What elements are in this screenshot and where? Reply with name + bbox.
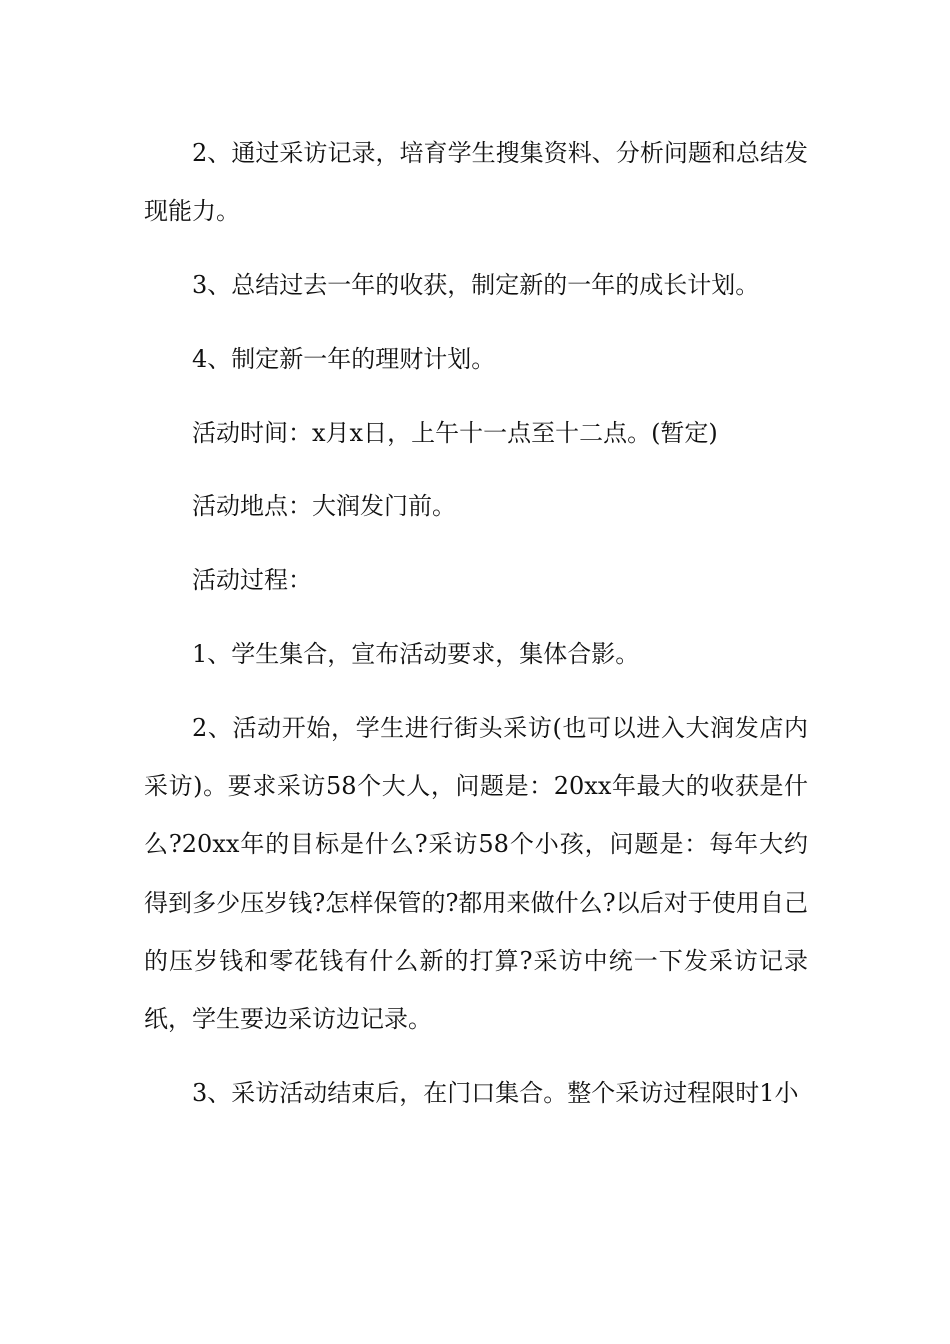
paragraph-activity-location: 活动地点：大润发门前。: [192, 492, 456, 521]
paragraph-process-step-3: 3、采访活动结束后，在门口集合。整个采访过程限时1小: [192, 1079, 799, 1108]
paragraph-process-step-1: 1、学生集合，宣布活动要求，集体合影。: [192, 640, 640, 669]
paragraph-goal-3: 3、总结过去一年的收获，制定新的一年的成长计划。: [192, 271, 760, 300]
paragraph-activity-time: 活动时间：x月x日，上午十一点至十二点。(暂定): [192, 418, 718, 447]
paragraph-process-step-2: 2、活动开始，学生进行街头采访(也可以进入大润发店内采访)。要求采访58个大人，问题是：20xx年最大的收获是什么?20xx年的目标是什么?采访58个小孩，问题是：每年大约得到多少压岁钱?怎样保管的?都用来做什么?以后对于使用自己的压岁钱和零花钱有什么新的打算?采访中统一下发采访记录纸，学生要边采访边记录。: [144, 713, 808, 1034]
paragraph-goal-4: 4、制定新一年的理财计划。: [192, 344, 496, 373]
paragraph-goal-2: 2、通过采访记录，培育学生搜集资料、分析问题和总结发现能力。: [144, 139, 808, 226]
document-body: [144, 124, 808, 1138]
paragraph-activity-process-heading: 活动过程：: [192, 566, 312, 595]
